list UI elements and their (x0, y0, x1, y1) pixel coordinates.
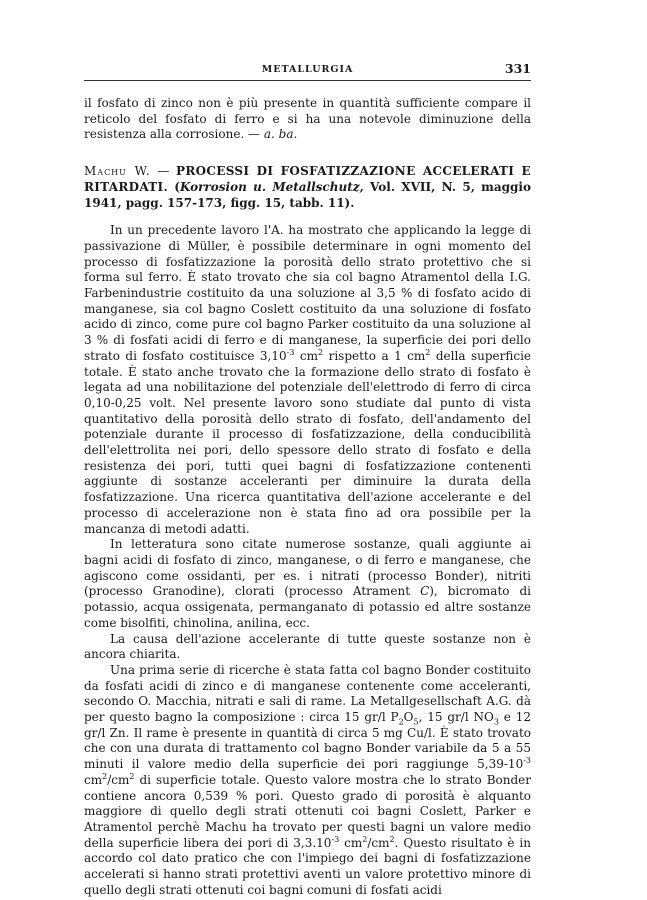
p1-text-a: In un precedente lavoro l'A. ha mostrato che applicando la legge di passivazione di Müller, è possibile determinare in ogni momento del processo di fosfatizzazione la porosità dello strato protettivo che si forma sul ferro. È stato trovato che sia col bagno Atramentol della I.G. Farbenindustrie costituito da una soluzione al 3,5 % di fosfato acido di manganese, sia col bagno Coslett costituito da una soluzione di fosfato acido di zinco, come pure col bagno Parker costituito da una soluzione al 3 % di fosfati acidi di ferro e di manganese, la superficie dei pori dello strato di fosfato costituisce 3,10 (84, 223, 531, 363)
page-header (84, 60, 531, 80)
p1-sup-3: 2 (425, 347, 431, 357)
p1-sup-1: -3 (286, 347, 295, 357)
p4-text-c: , 15 gr/l NO (418, 710, 494, 725)
p4-text-h: cm (339, 835, 363, 850)
running-head: METALLURGIA (261, 64, 354, 75)
page-number: 331 (504, 61, 531, 76)
header-rule (84, 80, 531, 81)
p2-text-b: ), bicromato di potassio, acqua ossigenata, permanganato di potassio ed altre sostanze come bisolfiti, chinolina, anilina, ecc. (84, 584, 531, 630)
paragraph-4 (84, 663, 531, 899)
p4-text-e: cm (84, 772, 103, 787)
entry-title: PROCESSI DI FOSFATIZZAZIONE ACCELERATI E RITARDATI. (84, 164, 531, 194)
p4-sup-4: -3 (331, 834, 340, 844)
entry-source-details: Vol. XVII, N. 5, maggio 1941, pagg. 157-173, figg. 15, tabb. 11). (84, 179, 531, 210)
p2-italic: C (420, 584, 430, 599)
p1-text-d: della superficie totale. È stato anche trovato che la formazione dello strato di fosfato è legata ad una nobilitazione del potenziale dell'elettrodo di ferro di circa 0,10-0,25 volt. Nel presente lavoro sono studiate dal punto di vista quantitativo della porosità dello strato di fosfato, dell'andamento del potenziale durante il processo di fosfatizzazione, della conducibilità dell'elettrolita nei pori, dello spessore dello strato di fosfato e della resistenza dei pori, tutti quei bagni di fosfatizzazione contenenti aggiunte di sostanze acceleranti per diminuire la durata della fosfatizzazione. Una ricerca quantitativa dell'azione accelerante e del processo di accelerazione non è stata fino ad ora possibile per la mancanza di metodi adatti. (84, 348, 532, 536)
p4-sup-5: 2 (362, 834, 368, 844)
article-body (84, 96, 531, 898)
p4-text-f: /cm (107, 772, 130, 787)
p4-text-g: di superficie totale. Questo valore mostra che lo strato Bonder contiene ancora 0,539 % pori. Questo grado di porosità è alquanto maggiore di quello degli strati ottenuti coi bagni Coslett, Parker e Atramentol perchè Machu ha trovato per questi bagni un valore medio della superficie libera dei pori di 3,3.10 (84, 772, 531, 850)
p4-text-j: . Questo risultato è in accordo col dato pratico che con l'impiego dei bagni di fosfatizzazione accelerati si hanno strati protettivi aventi un valore protettivo minore di quello degli strati ottenuti coi bagni comuni di fosfati acidi (84, 835, 531, 897)
p4-text-i: /cm (367, 835, 390, 850)
p4-sup-6: 2 (389, 834, 395, 844)
p1-sup-2: 2 (318, 347, 324, 357)
previous-abstract-text: il fosfato di zinco non è più presente in quantità sufficiente compare il reticolo del fosfato di ferro e si ha una notevole diminuzione della resistenza alla corrosione. — (84, 96, 531, 142)
p4-sub-2: 5 (413, 717, 419, 727)
p4-text-b: O (403, 710, 414, 725)
p4-text-a: Una prima serie di ricerche è stata fatta col bagno Bonder costituito da fosfati acidi di zinco e di manganese contenente come acceleranti, secondo O. Macchia, nitrati e sali di rame. La Metallgesellschaft A.G. dà per questo bagno la composizione : circa 15 gr/l P (84, 662, 531, 725)
entry-author: Machu W. (84, 164, 151, 179)
p4-sub-1: 2 (398, 717, 404, 727)
entry-source-open: ( (167, 179, 180, 194)
abstract-signature: a. ba. (263, 127, 298, 142)
paragraph-3: La causa dell'azione accelerante di tutte queste sostanze non è ancora chiarita. (84, 631, 531, 662)
p4-sup-2: 2 (102, 771, 108, 781)
p4-sup-3: 2 (129, 771, 135, 781)
entry-journal: Korrosion u. Metallschutz, (179, 179, 364, 194)
previous-abstract-ending (84, 96, 531, 143)
entry-dash: — (150, 164, 177, 179)
p4-sub-3: 3 (493, 717, 499, 727)
p4-sup-1: -3 (523, 756, 531, 766)
paragraph-2 (84, 537, 531, 631)
p1-text-b: cm (294, 348, 319, 363)
paragraph-1 (84, 223, 531, 537)
bibliographic-entry (84, 164, 531, 211)
p2-text-a: In letteratura sono citate numerose sostanze, quali aggiunte ai bagni acidi di fosfato di zinco, manganese, o di ferro e manganese, che agiscono come ossidanti, per es. i nitrati (processo Bonder), nitriti (processo Granodine), clorati (processo Atrament (84, 537, 531, 599)
p4-text-d: e 12 gr/l Zn. Il rame è presente in quantità di circa 5 mg Cu/l. È stato trovato che con una durata di trattamento col bagno Bonder variabile da 5 a 55 minuti il valore medio della superficie dei pori raggiunge 5,39-10 (84, 710, 532, 772)
p1-text-c: rispetto a 1 cm (323, 348, 426, 363)
